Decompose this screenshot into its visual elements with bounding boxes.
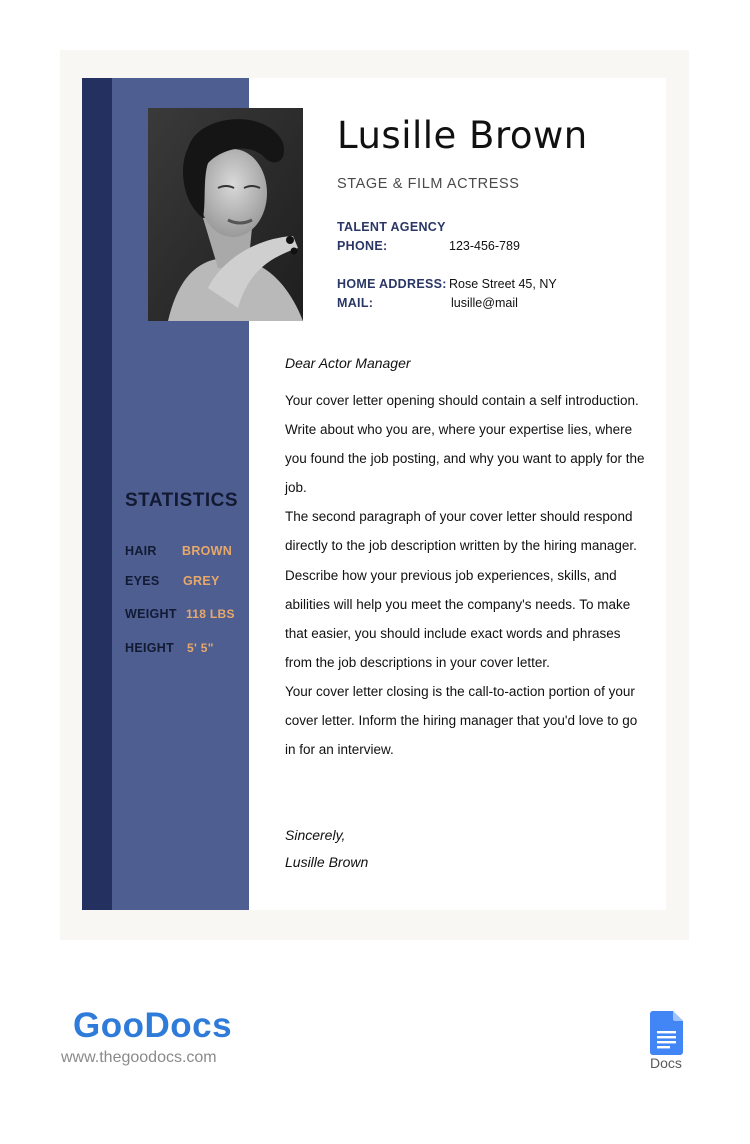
letter-greeting: Dear Actor Manager	[285, 355, 411, 371]
phone-value: 123-456-789	[449, 239, 520, 253]
stat-label-weight: WEIGHT	[125, 607, 177, 621]
google-docs-icon	[650, 1011, 683, 1055]
stat-value-eyes: GREY	[183, 574, 220, 588]
letter-paragraph-3: Your cover letter closing is the call-to-action portion of your cover letter. Inform the hiring manager that you'd love to go in for an interview.	[285, 683, 638, 758]
home-address-label: HOME ADDRESS:	[337, 277, 447, 291]
mail-label: MAIL:	[337, 296, 374, 310]
candidate-name: Lusille Brown	[337, 114, 588, 157]
stat-value-height: 5' 5"	[187, 641, 214, 655]
statistics-title: STATISTICS	[125, 490, 239, 511]
candidate-role: STAGE & FILM ACTRESS	[337, 176, 520, 192]
talent-agency-label: TALENT AGENCY	[337, 220, 446, 234]
profile-photo	[148, 108, 303, 321]
stat-label-height: HEIGHT	[125, 641, 175, 655]
letter-sign-off: Sincerely,	[285, 827, 346, 843]
phone-label: PHONE:	[337, 239, 388, 253]
docs-label: Docs	[650, 1055, 682, 1071]
letter-body	[285, 386, 647, 764]
goodocs-logo: GooDocs	[73, 1006, 233, 1045]
mail-value: lusille@mail	[451, 296, 518, 310]
stat-value-hair: BROWN	[182, 544, 233, 558]
letter-paragraph-1: Your cover letter opening should contain a self introduction. Write about who you are, where your expertise lies, where you found the job posting, and why you want to apply for the job.	[285, 393, 645, 496]
letter-paragraph-2: The second paragraph of your cover letter should respond directly to the job description written by the hiring manager. Describe how your previous job experiences, skills, and abilities will help you meet the company's needs. To make that easier, you should include exact words and phrases from the job descriptions in your cover letter.	[285, 509, 637, 670]
website-link[interactable]: www.thegoodocs.com	[61, 1049, 217, 1066]
home-address-value: Rose Street 45, NY	[449, 277, 557, 291]
sidebar-dark-stripe	[82, 78, 112, 910]
letter-signature: Lusille Brown	[285, 854, 369, 870]
stat-value-weight: 118 LBS	[186, 607, 235, 621]
stat-label-eyes: EYES	[125, 574, 160, 588]
stat-label-hair: HAIR	[125, 544, 157, 558]
